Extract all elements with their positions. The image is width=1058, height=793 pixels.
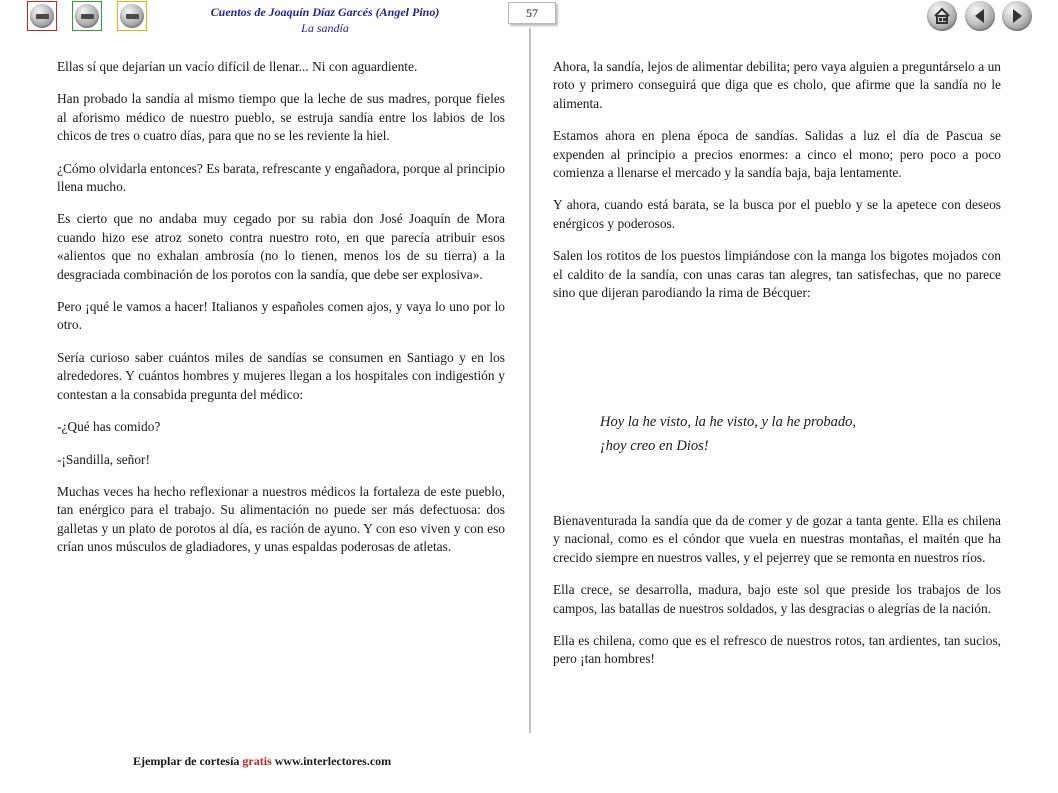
paragraph: Ella crece, se desarrolla, madura, bajo este sol que preside los trabajos de los campos, las batallas de nuestros soldados, y las desgracias o alegrías de la nación.	[553, 582, 1001, 616]
right-column-bottom	[553, 512, 1001, 683]
footer-gratis: gratis	[242, 754, 272, 768]
next-page-icon	[1007, 6, 1027, 26]
right-column	[553, 58, 1001, 316]
yellow-minus-button[interactable]	[117, 1, 147, 31]
paragraph: Y ahora, cuando está barata, se la busca por el pueblo y se la apetece con deseos enérgicos y poderosos.	[553, 197, 1001, 231]
previous-page-button[interactable]	[965, 1, 995, 31]
dialogue-line: -¿Qué has comido?	[57, 419, 161, 435]
paragraph: Han probado la sandía al mismo tiempo que la leche de sus madres, porque fieles al aforismo médico de nuestro pueblo, se estruja sandía entre los labios de los chicos de tres o cuatro días, para que no se les reviente la hiel.	[57, 91, 505, 144]
footer	[133, 754, 391, 769]
next-page-button[interactable]	[1002, 1, 1032, 31]
footer-prefix: Ejemplar de cortesía	[133, 754, 240, 768]
left-column	[57, 58, 505, 571]
dialogue-line: -¡Sandilla, señor!	[57, 451, 150, 467]
poem-line: Hoy la he visto, la he visto, y la he probado,	[600, 414, 856, 430]
minus-icon	[75, 4, 99, 28]
previous-page-icon	[970, 6, 990, 26]
green-minus-button[interactable]	[72, 1, 102, 31]
paragraph: Ahora, la sandía, lejos de alimentar debilita; pero vaya alguien a preguntárselo a un roto y primero conseguirá que diga que es cholo, que afirme que la sandía no le alimenta.	[553, 59, 1001, 111]
minus-icon	[120, 4, 144, 28]
paragraph: ¿Cómo olvidarla entonces? Es barata, refrescante y engañadora, porque al principio llena mucho.	[57, 160, 505, 195]
home-button[interactable]	[927, 1, 957, 31]
paragraph: Es cierto que no andaba muy cegado por su rabia don José Joaquín de Mora cuando hizo ese atroz soneto contra nuestro roto, en que parecía atribuir esos «alientos que no exhalan ambrosía (no lo tienen, menos los de su tierra) a la desgraciada combinación de los porotos con la sandía, que debe ser explosiva».	[57, 211, 505, 282]
paragraph: Sería curioso saber cuántos miles de sandías se consumen en Santiago y en los alrededores. Y cuántos hombres y mujeres llegan a los hospitales con indigestión y contestan a la consabida pregunta del médico:	[57, 349, 505, 402]
paragraph: Bienaventurada la sandía que da de comer y de gozar a tanta gente. Ella es chilena y nacional, como es el cóndor que vuela en nuestras montañas, el maitén que ha crecido siempre en nuestros valles, y el pejerrey que se remonta en nuestros ríos.	[553, 513, 1001, 565]
book-title: Cuentos de Joaquín Díaz Garcés (Angel Pino)	[210, 5, 440, 19]
minus-icon	[30, 4, 54, 28]
home-icon	[932, 6, 952, 26]
poem-line: ¡hoy creo en Dios!	[600, 438, 709, 454]
paragraph: Ellas sí que dejarían un vacío difícil de llenar... Ni con aguardiente.	[57, 59, 418, 74]
paragraph: Muchas veces ha hecho reflexionar a nuestros médicos la fortaleza de este pueblo, tan enérgico para el trabajo. Su alimentación no puede ser más defectuosa: dos galletas y un plato de porotos al día, es ración de ayuno. Y con eso viven y con eso crían unos músculos de gladiadores, y unas espaldas poderosas de atletas.	[57, 483, 505, 555]
red-minus-button[interactable]	[27, 1, 57, 31]
paragraph: Estamos ahora en plena época de sandías. Salidas a luz el día de Pascua se expenden al principio a precios enormes: a cinco el mono; pero poco a poco comienza a llenarse el mercado y la sandía baja, baja lentamente.	[553, 128, 1001, 181]
column-divider	[529, 28, 531, 733]
paragraph: Ella es chilena, como que es el refresco de nuestros rotos, tan ardientes, tan sucios, pero ¡tan hombres!	[553, 633, 1001, 667]
paragraph: Pero ¡qué le vamos a hacer! Italianos y españoles comen ajos, y vaya lo uno por lo otro.	[57, 299, 505, 333]
story-title: La sandía	[301, 21, 349, 35]
footer-site-link[interactable]: www.interlectores.com	[274, 754, 392, 768]
paragraph: Salen los rotitos de los puestos limpiándose con la manga los bigotes mojados con el caldito de la sandía, con unas caras tan alegres, tan satisfechas, que no parece sino que dijeran parodiando la rima de Bécquer:	[553, 248, 1001, 301]
page-number: 57	[508, 2, 556, 24]
